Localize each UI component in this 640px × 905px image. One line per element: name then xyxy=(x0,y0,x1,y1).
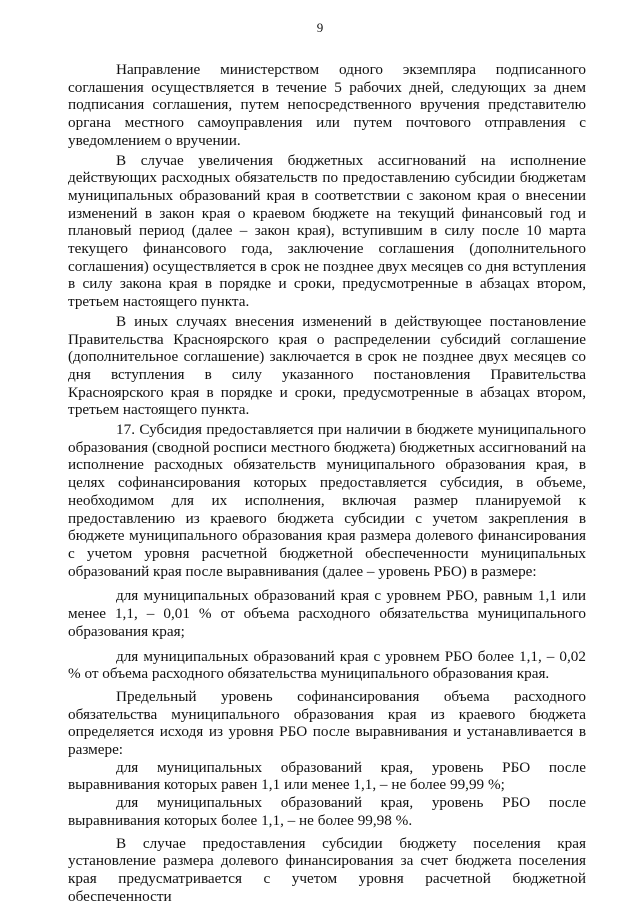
document-body xyxy=(68,61,586,905)
paragraph-rbo-more: для муниципальных образований края с уровнем РБО более 1,1, – 0,02 % от объема расходного обязательства муниципального образования края. xyxy=(68,647,586,683)
paragraph-other-changes: В иных случаях внесения изменений в действующее постановление Правительства Красноярского края о распределении субсидий соглашение (дополнительное соглашение) заключается в срок не позднее двух месяцев со дня вступления в силу указанного постановления Правительства Красноярского края в порядке и сроки, предусмотренные в абзацах втором, третьем настоящего пункта. xyxy=(68,312,586,419)
paragraph-budget-increase: В случае увеличения бюджетных ассигнований на исполнение действующих расходных обязательств по предоставлению субсидии бюджетам муниципальных образований края в соответствии с законом края о внесении изменений в закон края о краевом бюджете на текущий финансовый год и плановый период (далее – закон края), вступившим в силу после 10 марта текущего финансового года, заключение соглашения (дополнительного соглашения) осуществляется в срок не позднее двух месяцев со дня вступления в силу закона края в порядке и сроки, предусмотренные в абзацах втором, третьем настоящего пункта. xyxy=(68,151,586,311)
paragraph-settlement-subsidy: В случае предоставления субсидии бюджету поселения края установление размера долевого финансирования за счет бюджета поселения края предусматривается с учетом уровня расчетной бюджетной обеспеченности xyxy=(68,834,586,905)
paragraph-limit-rbo-equal-or-less: для муниципальных образований края, уровень РБО после выравнивания которых равен 1,1 или менее 1,1, – не более 99,99 %; xyxy=(68,758,586,794)
paragraph-co-financing-limit: Предельный уровень софинансирования объема расходного обязательства муниципального образования края из краевого бюджета определяется исходя из уровня РБО после выравнивания и устанавливается в размере: xyxy=(68,687,586,759)
paragraph-item-17: 17. Субсидия предоставляется при наличии в бюджете муниципального образования (сводной росписи местного бюджета) бюджетных ассигнований на исполнение расходных обязательств муниципального образования края, в целях софинансирования которых предоставляется субсидия, в объеме, необходимом для их исполнения, включая размер планируемой к предоставлению из краевого бюджета субсидии с учетом закрепления в бюджете муниципального образования края размера долевого финансирования с учетом уровня расчетной бюджетной обеспеченности муниципальных образований края после выравнивания (далее – уровень РБО) в размере: xyxy=(68,421,586,580)
paragraph-limit-rbo-more: для муниципальных образований края, уровень РБО после выравнивания которых более 1,1, – не более 99,98 %. xyxy=(68,794,586,829)
paragraph-rbo-equal-or-less: для муниципальных образований края с уровнем РБО, равным 1,1 или менее 1,1, – 0,01 % от объема расходного обязательства муниципального образования края; xyxy=(68,587,586,640)
paragraph-signed-agreement-delivery: Направление министерством одного экземпляра подписанного соглашения осуществляется в течение 5 рабочих дней, следующих за днем подписания соглашения, путем непосредственного вручения представителю органа местного самоуправления или путем почтового отправления с уведомлением о вручении. xyxy=(68,61,586,149)
page-number: 9 xyxy=(316,20,324,35)
